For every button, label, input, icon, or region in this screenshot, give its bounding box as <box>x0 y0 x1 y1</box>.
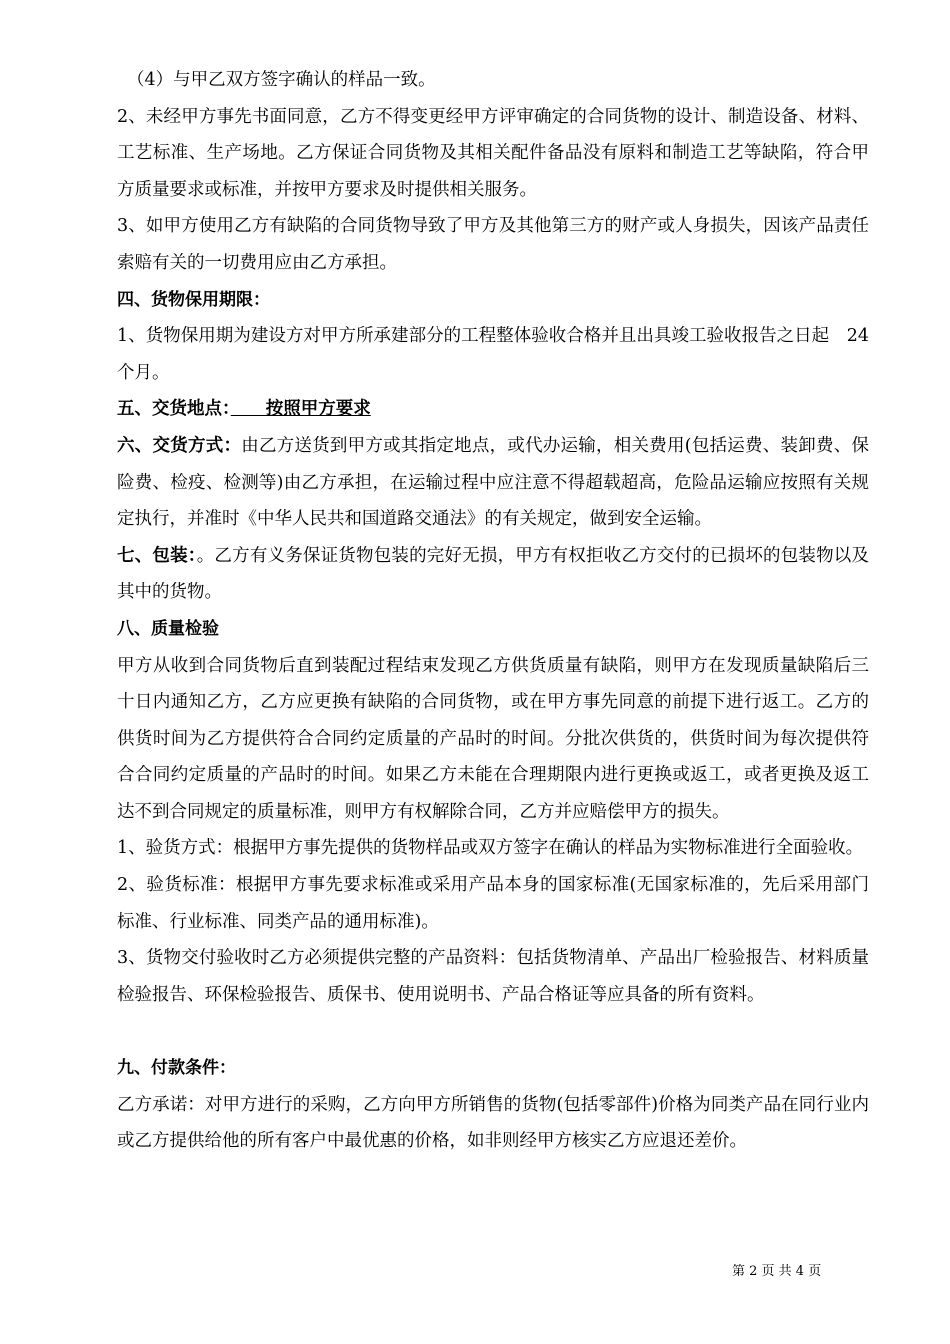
clause-inspection-method: 1、验货方式：根据甲方事先提供的货物样品或双方签字在确认的样品为实物标准进行全面验收。 <box>117 838 864 859</box>
clause-no-change: 2、未经甲方事先书面同意，乙方不得变更经甲方评审确定的合同货物的设计、制造设备、材料、工艺标准、生产场地。乙方保证合同货物及其相关配件备品没有原料和制造工艺等缺陷，符合甲方质量要求或标准，并按甲方要求及时提供相关服务。 <box>117 106 869 200</box>
blank-line <box>117 1013 869 1050</box>
section-packaging <box>117 538 869 611</box>
packaging-label: 七、包装： <box>117 545 197 566</box>
delivery-method-label: 六、交货方式： <box>117 435 242 456</box>
clause-warranty-period: 1、货物保用期为建设方对甲方所承建部分的工程整体验收合格并且出具竣工验收报告之日起 24 个月。 <box>117 326 887 383</box>
document-body <box>117 62 887 1160</box>
delivery-place-value: 按照甲方要求 <box>230 399 371 420</box>
delivery-method-text: 由乙方送货到甲方或其指定地点，或代办运输，相关费用(包括运费、装卸费、保险费、检疫、检测等)由乙方承担，在运输过程中应注意不得超载超高，危险品运输应按照有关规 定执行，并准时《中华人民共和国道路交通法》的有关规定，做到安全运输。 <box>117 435 870 530</box>
page-number: 第 2 页 共 4 页 <box>732 1264 822 1279</box>
clause-product-documents: 3、货物交付验收时乙方必须提供完整的产品资料：包括货物清单、产品出厂检验报告、材料质量检验报告、环保检验报告、质保书、使用说明书、产品合格证等应具备的所有资料。 <box>117 948 869 1005</box>
clause-best-price: 乙方承诺：对甲方进行的采购，乙方向甲方所销售的货物(包括零部件)价格为同类产品在同行业内或乙方提供给他的所有客户中最优惠的价格，如非则经甲方核实乙方应退还差价。 <box>117 1094 869 1152</box>
section-quality-heading: 八、质量检验 <box>117 618 219 639</box>
packaging-text: 。乙方有义务保证货物包装的完好无损，甲方有权拒收乙方交付的已损坏的包装物以及其中的货物。 <box>117 545 869 603</box>
clause-inspection-standard: 2、验货标准：根据甲方事先要求标准或采用产品本身的国家标准(无国家标准的，先后采用部门标准、行业标准、同类产品的通用标准)。 <box>117 875 869 932</box>
clause-quality-defects: 甲方从收到合同货物后直到装配过程结束发现乙方供货质量有缺陷，则甲方在发现质量缺陷后三十日内通知乙方，乙方应更换有缺陷的合同货物，或在甲方事先同意的前提下进行返工。乙方的供货时间为乙方提供符合合同约定质量的产品时的时间。分批次供货的，供货时间为每次提供符合合同约定质量的产品时的时间。如果乙方未能在合理期限内进行更换或返工，或者更换及返工达不到合同规定的质量标准，则甲方有权解除合同，乙方并应赔偿甲方的损失。 <box>117 655 869 822</box>
clause-sample-match: （4）与甲乙双方签字确认的样品一致。 <box>127 70 436 90</box>
section-delivery-method <box>117 428 869 538</box>
delivery-place-label: 五、交货地点： <box>117 399 231 420</box>
section-warranty-heading: 四、货物保用期限： <box>117 289 270 310</box>
clause-liability: 3、如甲方使用乙方有缺陷的合同货物导致了甲方及其他第三方的财产或人身损失，因该产品责任索赔有关的一切费用应由乙方承担。 <box>117 216 869 273</box>
section-payment-heading: 九、付款条件： <box>117 1058 236 1079</box>
section-delivery-place <box>117 391 869 428</box>
